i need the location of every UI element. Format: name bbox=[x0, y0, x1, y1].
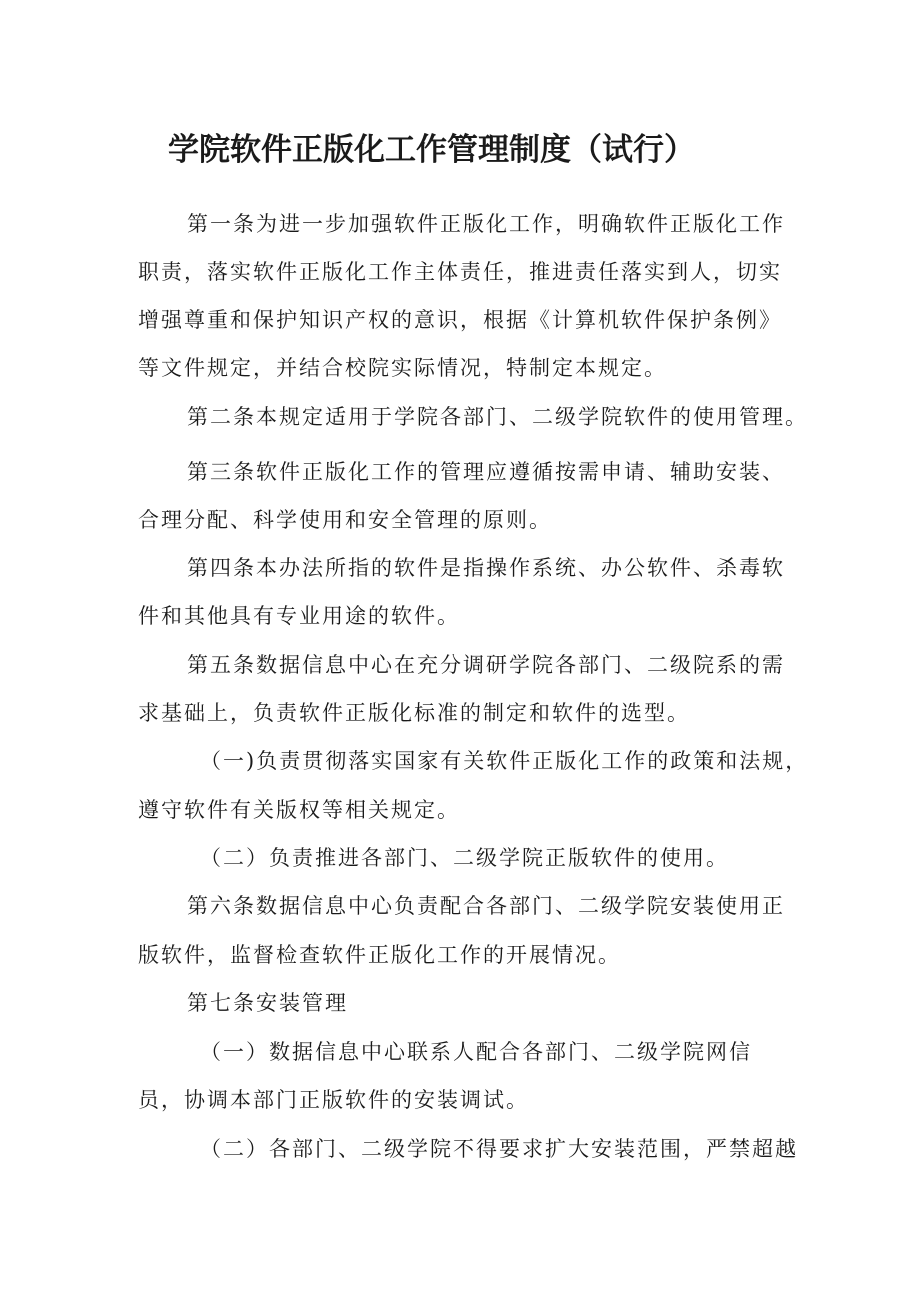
document-title: 学院软件正版化工作管理制度（试行） bbox=[168, 132, 695, 168]
paragraph-line: 第七条安装管理 bbox=[187, 991, 348, 1015]
paragraph-line: 第一条为进一步加强软件正版化工作，明确软件正版化工作 bbox=[187, 212, 785, 236]
paragraph-line: （一)负责贯彻落实国家有关软件正版化工作的政策和法规， bbox=[200, 749, 809, 773]
paragraph-line: 件和其他具有专业用途的软件。 bbox=[138, 604, 460, 628]
paragraph-line: 遵守软件有关版权等相关规定。 bbox=[138, 798, 460, 822]
paragraph-line: 第六条数据信息中心负责配合各部门、二级学院安装使用正 bbox=[187, 894, 785, 918]
paragraph-line: 第二条本规定适用于学院各部门、二级学院软件的使用管理。 bbox=[187, 405, 808, 429]
paragraph-line: 第五条数据信息中心在充分调研学院各部门、二级院系的需 bbox=[187, 653, 785, 677]
paragraph-line: （二）各部门、二级学院不得要求扩大安装范围，严禁超越 bbox=[200, 1137, 798, 1161]
paragraph-line: 员，协调本部门正版软件的安装调试。 bbox=[138, 1088, 529, 1112]
paragraph-line: 版软件，监督检查软件正版化工作的开展情况。 bbox=[138, 943, 621, 967]
paragraph-line: 第三条软件正版化工作的管理应遵循按需申请、辅助安装、 bbox=[187, 460, 785, 484]
paragraph-line: 合理分配、科学使用和安全管理的原则。 bbox=[138, 508, 552, 532]
paragraph-line: （一）数据信息中心联系人配合各部门、二级学院网信 bbox=[200, 1040, 752, 1064]
paragraph-line: 求基础上，负责软件正版化标准的制定和软件的选型。 bbox=[138, 701, 690, 725]
paragraph-line: （二）负责推进各部门、二级学院正版软件的使用。 bbox=[200, 846, 729, 870]
paragraph-line: 等文件规定，并结合校院实际情况，特制定本规定。 bbox=[138, 356, 667, 380]
paragraph-line: 第四条本办法所指的软件是指操作系统、办公软件、杀毒软 bbox=[187, 556, 785, 580]
paragraph-line: 职责，落实软件正版化工作主体责任，推进责任落实到人，切实 bbox=[138, 260, 782, 284]
paragraph-line: 增强尊重和保护知识产权的意识，根据《计算机软件保护条例》 bbox=[138, 308, 782, 332]
